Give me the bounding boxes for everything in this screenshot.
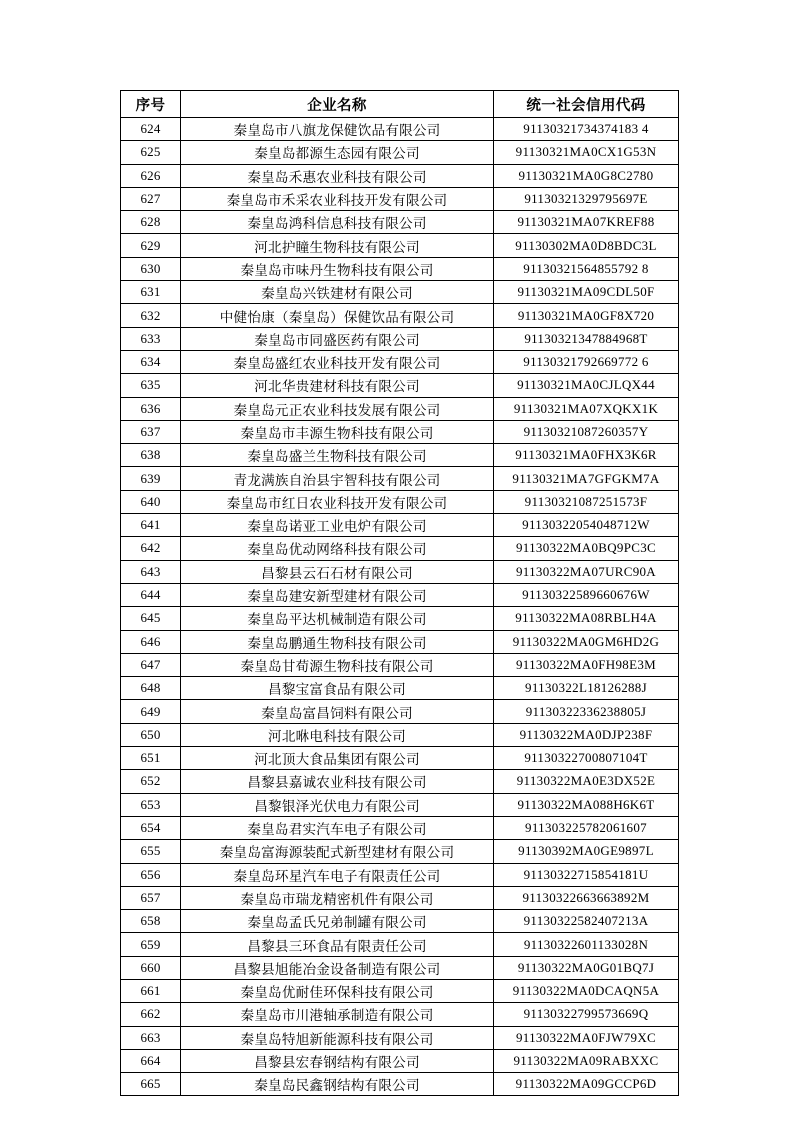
cell-credit-code: 91130322MA08RBLH4A [494, 607, 679, 630]
cell-credit-code: 91130321564855792 8 [494, 257, 679, 280]
enterprise-registry-table-container [120, 90, 678, 1096]
column-header-enterprise-name: 企业名称 [181, 91, 494, 118]
cell-enterprise-name: 青龙满族自治县宇智科技有限公司 [181, 467, 494, 490]
cell-sequence: 625 [121, 141, 181, 164]
table-row [121, 770, 679, 793]
cell-credit-code: 91130392MA0GE9897L [494, 840, 679, 863]
cell-enterprise-name: 昌黎县嘉诚农业科技有限公司 [181, 770, 494, 793]
cell-sequence: 654 [121, 816, 181, 839]
table-row [121, 723, 679, 746]
table-row [121, 747, 679, 770]
cell-enterprise-name: 昌黎银泽光伏电力有限公司 [181, 793, 494, 816]
table-row [121, 933, 679, 956]
table-row [121, 1073, 679, 1096]
cell-enterprise-name: 秦皇岛元正农业科技发展有限公司 [181, 397, 494, 420]
cell-credit-code: 91130321MA0G8C2780 [494, 164, 679, 187]
cell-credit-code: 91130321347884968T [494, 327, 679, 350]
table-row [121, 863, 679, 886]
cell-enterprise-name: 中健怡康（秦皇岛）保健饮品有限公司 [181, 304, 494, 327]
cell-sequence: 649 [121, 700, 181, 723]
table-row [121, 560, 679, 583]
cell-credit-code: 91130322MA0E3DX52E [494, 770, 679, 793]
table-row [121, 187, 679, 210]
table-row [121, 304, 679, 327]
table-row [121, 793, 679, 816]
cell-sequence: 637 [121, 420, 181, 443]
cell-enterprise-name: 秦皇岛特旭新能源科技有限公司 [181, 1026, 494, 1049]
cell-enterprise-name: 秦皇岛市丰源生物科技有限公司 [181, 420, 494, 443]
table-row [121, 979, 679, 1002]
cell-credit-code: 91130322MA0GM6HD2G [494, 630, 679, 653]
cell-sequence: 634 [121, 350, 181, 373]
cell-enterprise-name: 秦皇岛富海源装配式新型建材有限公司 [181, 840, 494, 863]
cell-credit-code: 91130321MA7GFGKM7A [494, 467, 679, 490]
cell-credit-code: 91130322715854181U [494, 863, 679, 886]
cell-enterprise-name: 秦皇岛鹏通生物科技有限公司 [181, 630, 494, 653]
cell-enterprise-name: 昌黎县云石石材有限公司 [181, 560, 494, 583]
cell-enterprise-name: 秦皇岛都源生态园有限公司 [181, 141, 494, 164]
table-row [121, 700, 679, 723]
table-row [121, 816, 679, 839]
cell-credit-code: 91130321MA0CX1G53N [494, 141, 679, 164]
table-row [121, 1026, 679, 1049]
table-row [121, 211, 679, 234]
cell-sequence: 647 [121, 653, 181, 676]
cell-enterprise-name: 秦皇岛市川港轴承制造有限公司 [181, 1003, 494, 1026]
column-header-credit-code: 统一社会信用代码 [494, 91, 679, 118]
cell-sequence: 633 [121, 327, 181, 350]
table-row [121, 677, 679, 700]
table-row [121, 164, 679, 187]
table-row [121, 467, 679, 490]
cell-sequence: 646 [121, 630, 181, 653]
cell-enterprise-name: 秦皇岛优耐佳环保科技有限公司 [181, 979, 494, 1002]
cell-sequence: 638 [121, 444, 181, 467]
cell-credit-code: 91130322MA0DCAQN5A [494, 979, 679, 1002]
cell-credit-code: 91130322054048712W [494, 514, 679, 537]
cell-credit-code: 91130322MA07URC90A [494, 560, 679, 583]
cell-credit-code: 91130321MA07KREF88 [494, 211, 679, 234]
cell-sequence: 630 [121, 257, 181, 280]
cell-credit-code: 91130322582407213A [494, 910, 679, 933]
cell-enterprise-name: 秦皇岛建安新型建材有限公司 [181, 583, 494, 606]
table-row [121, 1049, 679, 1072]
column-header-sequence: 序号 [121, 91, 181, 118]
cell-credit-code: 91130321MA0GF8X720 [494, 304, 679, 327]
cell-sequence: 626 [121, 164, 181, 187]
cell-credit-code: 91130322MA09GCCP6D [494, 1073, 679, 1096]
cell-enterprise-name: 秦皇岛平达机械制造有限公司 [181, 607, 494, 630]
cell-enterprise-name: 秦皇岛盛兰生物科技有限公司 [181, 444, 494, 467]
cell-sequence: 632 [121, 304, 181, 327]
cell-credit-code: 91130322L18126288J [494, 677, 679, 700]
cell-sequence: 629 [121, 234, 181, 257]
table-body [121, 118, 679, 1096]
cell-enterprise-name: 秦皇岛富昌饲料有限公司 [181, 700, 494, 723]
cell-enterprise-name: 秦皇岛民鑫钢结构有限公司 [181, 1073, 494, 1096]
table-row [121, 910, 679, 933]
cell-credit-code: 91130321MA0CJLQX44 [494, 374, 679, 397]
table-row [121, 607, 679, 630]
cell-enterprise-name: 秦皇岛优动网络科技有限公司 [181, 537, 494, 560]
cell-credit-code: 91130321087260357Y [494, 420, 679, 443]
cell-enterprise-name: 昌黎宝富食品有限公司 [181, 677, 494, 700]
cell-sequence: 651 [121, 747, 181, 770]
table-row [121, 420, 679, 443]
cell-sequence: 661 [121, 979, 181, 1002]
table-row [121, 886, 679, 909]
cell-credit-code: 91130321087251573F [494, 490, 679, 513]
cell-credit-code: 91130322MA0G01BQ7J [494, 956, 679, 979]
cell-sequence: 645 [121, 607, 181, 630]
cell-sequence: 660 [121, 956, 181, 979]
cell-enterprise-name: 秦皇岛市同盛医药有限公司 [181, 327, 494, 350]
cell-enterprise-name: 秦皇岛鸿科信息科技有限公司 [181, 211, 494, 234]
cell-credit-code: 91130321MA07XQKX1K [494, 397, 679, 420]
cell-sequence: 663 [121, 1026, 181, 1049]
cell-sequence: 650 [121, 723, 181, 746]
cell-sequence: 662 [121, 1003, 181, 1026]
table-row [121, 257, 679, 280]
cell-enterprise-name: 秦皇岛盛红农业科技开发有限公司 [181, 350, 494, 373]
cell-enterprise-name: 秦皇岛兴铁建材有限公司 [181, 281, 494, 304]
cell-credit-code: 911303225782061607 [494, 816, 679, 839]
cell-enterprise-name: 秦皇岛甘荀源生物科技有限公司 [181, 653, 494, 676]
table-row [121, 350, 679, 373]
cell-credit-code: 91130322MA088H6K6T [494, 793, 679, 816]
cell-sequence: 628 [121, 211, 181, 234]
cell-enterprise-name: 秦皇岛禾惠农业科技有限公司 [181, 164, 494, 187]
cell-enterprise-name: 秦皇岛市瑞龙精密机件有限公司 [181, 886, 494, 909]
cell-enterprise-name: 昌黎县宏春钢结构有限公司 [181, 1049, 494, 1072]
table-row [121, 281, 679, 304]
cell-sequence: 657 [121, 886, 181, 909]
cell-enterprise-name: 河北护瞳生物科技有限公司 [181, 234, 494, 257]
cell-enterprise-name: 秦皇岛市八旗龙保健饮品有限公司 [181, 118, 494, 141]
cell-credit-code: 91130322589660676W [494, 583, 679, 606]
cell-sequence: 644 [121, 583, 181, 606]
table-row [121, 490, 679, 513]
cell-sequence: 648 [121, 677, 181, 700]
cell-credit-code: 91130322336238805J [494, 700, 679, 723]
cell-sequence: 656 [121, 863, 181, 886]
table-row [121, 444, 679, 467]
cell-credit-code: 91130321MA0FHX3K6R [494, 444, 679, 467]
table-row [121, 653, 679, 676]
cell-sequence: 631 [121, 281, 181, 304]
cell-sequence: 642 [121, 537, 181, 560]
cell-credit-code: 91130322MA09RABXXC [494, 1049, 679, 1072]
cell-enterprise-name: 河北顶大食品集团有限公司 [181, 747, 494, 770]
cell-enterprise-name: 秦皇岛市禾采农业科技开发有限公司 [181, 187, 494, 210]
cell-credit-code: 91130321MA09CDL50F [494, 281, 679, 304]
cell-enterprise-name: 秦皇岛市红日农业科技开发有限公司 [181, 490, 494, 513]
cell-sequence: 635 [121, 374, 181, 397]
cell-enterprise-name: 河北华贵建材科技有限公司 [181, 374, 494, 397]
table-row [121, 397, 679, 420]
cell-sequence: 658 [121, 910, 181, 933]
cell-sequence: 636 [121, 397, 181, 420]
cell-sequence: 639 [121, 467, 181, 490]
cell-enterprise-name: 秦皇岛君实汽车电子有限公司 [181, 816, 494, 839]
cell-sequence: 627 [121, 187, 181, 210]
table-row [121, 141, 679, 164]
table-row [121, 374, 679, 397]
table-row [121, 234, 679, 257]
table-row [121, 514, 679, 537]
cell-credit-code: 91130322MA0DJP238F [494, 723, 679, 746]
cell-sequence: 664 [121, 1049, 181, 1072]
table-row [121, 630, 679, 653]
cell-sequence: 652 [121, 770, 181, 793]
cell-credit-code: 91130302MA0D8BDC3L [494, 234, 679, 257]
enterprise-registry-table [120, 90, 679, 1096]
cell-credit-code: 91130321792669772 6 [494, 350, 679, 373]
cell-sequence: 624 [121, 118, 181, 141]
table-row [121, 537, 679, 560]
cell-credit-code: 91130321734374183 4 [494, 118, 679, 141]
cell-enterprise-name: 秦皇岛环星汽车电子有限责任公司 [181, 863, 494, 886]
cell-credit-code: 91130322MA0FJW79XC [494, 1026, 679, 1049]
cell-sequence: 655 [121, 840, 181, 863]
cell-credit-code: 91130322601133028N [494, 933, 679, 956]
table-row [121, 956, 679, 979]
cell-sequence: 665 [121, 1073, 181, 1096]
cell-credit-code: 91130322799573669Q [494, 1003, 679, 1026]
cell-sequence: 653 [121, 793, 181, 816]
table-row [121, 840, 679, 863]
cell-credit-code: 91130321329795697E [494, 187, 679, 210]
table-row [121, 583, 679, 606]
cell-sequence: 640 [121, 490, 181, 513]
cell-credit-code: 91130322MA0BQ9PC3C [494, 537, 679, 560]
table-header-row [121, 91, 679, 118]
table-header [121, 91, 679, 118]
cell-sequence: 641 [121, 514, 181, 537]
cell-enterprise-name: 秦皇岛孟氏兄弟制罐有限公司 [181, 910, 494, 933]
table-row [121, 327, 679, 350]
cell-enterprise-name: 昌黎县三环食品有限责任公司 [181, 933, 494, 956]
cell-credit-code: 91130322MA0FH98E3M [494, 653, 679, 676]
cell-enterprise-name: 秦皇岛市味丹生物科技有限公司 [181, 257, 494, 280]
cell-enterprise-name: 河北咻电科技有限公司 [181, 723, 494, 746]
cell-credit-code: 91130322663663892M [494, 886, 679, 909]
cell-sequence: 643 [121, 560, 181, 583]
cell-sequence: 659 [121, 933, 181, 956]
cell-credit-code: 91130322700807104T [494, 747, 679, 770]
table-row [121, 118, 679, 141]
table-row [121, 1003, 679, 1026]
cell-enterprise-name: 秦皇岛诺亚工业电炉有限公司 [181, 514, 494, 537]
cell-enterprise-name: 昌黎县旭能冶金设备制造有限公司 [181, 956, 494, 979]
